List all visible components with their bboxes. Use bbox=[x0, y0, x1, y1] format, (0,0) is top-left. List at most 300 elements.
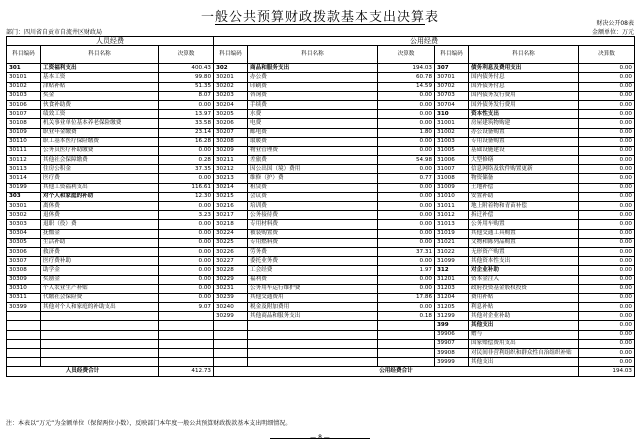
cell-code: 30399 bbox=[7, 303, 41, 312]
cell-code: 30207 bbox=[214, 128, 248, 137]
cell-code: 30101 bbox=[7, 73, 41, 82]
cell-amount: 0.00 bbox=[159, 146, 214, 155]
cell-amount: 0.00 bbox=[579, 303, 635, 312]
cell-code: 30304 bbox=[7, 229, 41, 238]
cell-code: 39999 bbox=[435, 358, 469, 367]
cell-amount: 0.00 bbox=[378, 229, 435, 238]
table-row bbox=[7, 266, 635, 275]
cell-name: 办公费 bbox=[248, 73, 378, 82]
cell-name: 国家赔偿费用支出 bbox=[469, 339, 579, 348]
cell-code: 30307 bbox=[7, 257, 41, 266]
cell-code: 30228 bbox=[214, 266, 248, 275]
cell-code: 399 bbox=[435, 321, 469, 330]
cell-name: 代缴社会保险费 bbox=[41, 293, 159, 302]
cell-amount: 0.00 bbox=[579, 257, 635, 266]
cell-name: 对企业补助 bbox=[469, 266, 579, 275]
cell-code bbox=[214, 330, 248, 339]
table-row bbox=[7, 275, 635, 284]
cell-code: 31012 bbox=[435, 211, 469, 220]
cell-code: 30303 bbox=[7, 220, 41, 229]
cell-name: 租赁费 bbox=[248, 183, 378, 192]
header-name: 科目名称 bbox=[41, 46, 159, 64]
cell-code: 30111 bbox=[7, 146, 41, 155]
cell-name bbox=[41, 339, 159, 348]
cell-code: 31021 bbox=[435, 238, 469, 247]
cell-name: 国外债务付息 bbox=[469, 82, 579, 91]
cell-name: 医疗费 bbox=[41, 174, 159, 183]
cell-amount: 0.00 bbox=[579, 82, 635, 91]
cell-amount: 0.00 bbox=[159, 247, 214, 256]
cell-amount: 0.00 bbox=[159, 293, 214, 302]
cell-name bbox=[41, 321, 159, 330]
cell-code: 30308 bbox=[7, 266, 41, 275]
table-row bbox=[7, 303, 635, 312]
cell-amount bbox=[378, 358, 435, 367]
cell-code: 31006 bbox=[435, 156, 469, 165]
cell-code: 30310 bbox=[7, 284, 41, 293]
cell-code: 30211 bbox=[214, 156, 248, 165]
cell-amount bbox=[159, 339, 214, 348]
cell-code: 31299 bbox=[435, 312, 469, 321]
cell-amount: 0.00 bbox=[159, 284, 214, 293]
cell-name bbox=[41, 312, 159, 321]
cell-code bbox=[214, 339, 248, 348]
cell-amount: 194.03 bbox=[378, 64, 435, 73]
cell-amount: 0.00 bbox=[159, 174, 214, 183]
cell-code: 31019 bbox=[435, 229, 469, 238]
cell-code: 30311 bbox=[7, 293, 41, 302]
table-row bbox=[7, 183, 635, 192]
table-row bbox=[7, 211, 635, 220]
cell-code: 30199 bbox=[7, 183, 41, 192]
cell-amount: 0.77 bbox=[378, 174, 435, 183]
cell-name: 其他工资福利支出 bbox=[41, 183, 159, 192]
cell-amount: 0.00 bbox=[159, 220, 214, 229]
cell-code: 30103 bbox=[7, 91, 41, 100]
cell-name: 费用补贴 bbox=[469, 293, 579, 302]
cell-name bbox=[41, 330, 159, 339]
cell-name: 维修（护）费 bbox=[248, 174, 378, 183]
cell-amount: 0.00 bbox=[579, 128, 635, 137]
cell-code: 31099 bbox=[435, 257, 469, 266]
cell-amount: 0.00 bbox=[579, 100, 635, 109]
cell-name: 福利费 bbox=[248, 275, 378, 284]
cell-name: 物资储备 bbox=[469, 174, 579, 183]
cell-name: 助学金 bbox=[41, 266, 159, 275]
cell-name: 其他交通费用 bbox=[248, 293, 378, 302]
cell-name: 被装购置费 bbox=[248, 229, 378, 238]
cell-name: 资本金注入 bbox=[469, 275, 579, 284]
cell-amount: 0.00 bbox=[579, 119, 635, 128]
cell-amount: 0.00 bbox=[378, 165, 435, 174]
cell-name: 邮电费 bbox=[248, 128, 378, 137]
cell-code: 39907 bbox=[435, 339, 469, 348]
cell-code: 30109 bbox=[7, 128, 41, 137]
cell-amount: 0.00 bbox=[579, 183, 635, 192]
cell-name: 专用设备购置 bbox=[469, 137, 579, 146]
cell-name: 公务用车购置 bbox=[469, 220, 579, 229]
cell-name bbox=[248, 349, 378, 358]
cell-amount: 0.00 bbox=[579, 293, 635, 302]
cell-name: 大型修缮 bbox=[469, 156, 579, 165]
cell-name: 国内债务付息 bbox=[469, 73, 579, 82]
cell-amount: 0.00 bbox=[579, 321, 635, 330]
cell-name: 国外债务发行费用 bbox=[469, 100, 579, 109]
table-title: 一般公共预算财政拨款基本支出决算表 bbox=[200, 10, 439, 25]
header-amount: 决算数 bbox=[579, 46, 635, 64]
cell-amount: 0.00 bbox=[579, 211, 635, 220]
cell-amount: 0.00 bbox=[378, 275, 435, 284]
cell-name: 基础设施建设 bbox=[469, 146, 579, 155]
cell-name: 房屋建筑物购建 bbox=[469, 119, 579, 128]
cell-code: 30704 bbox=[435, 100, 469, 109]
cell-name: 对个人和家庭的补助 bbox=[41, 192, 159, 201]
cell-name: 手续费 bbox=[248, 100, 378, 109]
table-row bbox=[7, 119, 635, 128]
cell-code: 31204 bbox=[435, 293, 469, 302]
cell-code: 31009 bbox=[435, 183, 469, 192]
unit-label: 金额单位：万元 bbox=[591, 29, 634, 36]
cell-name: 利息补贴 bbox=[469, 303, 579, 312]
cell-amount: 33.58 bbox=[159, 119, 214, 128]
table-row bbox=[7, 73, 635, 82]
cell-name: 其他商品和服务支出 bbox=[248, 312, 378, 321]
public-total-label: 公用经费合计 bbox=[214, 367, 579, 376]
cell-code: 31013 bbox=[435, 220, 469, 229]
table-row bbox=[7, 100, 635, 109]
cell-name: 退休费 bbox=[41, 211, 159, 220]
cell-name: 其他对个人和家庭的补助支出 bbox=[41, 303, 159, 312]
cell-amount: 0.00 bbox=[579, 229, 635, 238]
cell-amount: 0.00 bbox=[579, 349, 635, 358]
header-personnel: 人员经费 bbox=[7, 37, 214, 46]
cell-name: 住房公积金 bbox=[41, 165, 159, 174]
cell-code: 30108 bbox=[7, 119, 41, 128]
cell-amount: 0.00 bbox=[378, 100, 435, 109]
cell-code: 30701 bbox=[435, 73, 469, 82]
form-code: 财决公开08表 bbox=[596, 20, 634, 27]
cell-amount: 3.23 bbox=[159, 211, 214, 220]
cell-amount: 0.00 bbox=[378, 238, 435, 247]
cell-code: 30229 bbox=[214, 275, 248, 284]
cell-code: 31002 bbox=[435, 128, 469, 137]
cell-code bbox=[214, 321, 248, 330]
cell-code bbox=[214, 349, 248, 358]
cell-name: 无形资产购置 bbox=[469, 247, 579, 256]
cell-name: 奖金 bbox=[41, 91, 159, 100]
cell-amount bbox=[378, 339, 435, 348]
cell-name: 安置补助 bbox=[469, 192, 579, 201]
header-code: 科目编码 bbox=[214, 46, 248, 64]
cell-name: 伙食补助费 bbox=[41, 100, 159, 109]
cell-code: 30214 bbox=[214, 183, 248, 192]
cell-name: 取暖费 bbox=[248, 137, 378, 146]
cell-amount: 0.00 bbox=[579, 73, 635, 82]
cell-amount: 0.00 bbox=[579, 165, 635, 174]
cell-code: 30113 bbox=[7, 165, 41, 174]
cell-name: 土地补偿 bbox=[469, 183, 579, 192]
cell-name: 救济费 bbox=[41, 247, 159, 256]
cell-code: 30204 bbox=[214, 100, 248, 109]
cell-code bbox=[7, 312, 41, 321]
public-total-value: 194.03 bbox=[579, 367, 635, 376]
cell-code: 30112 bbox=[7, 156, 41, 165]
cell-name: 个人农业生产补贴 bbox=[41, 284, 159, 293]
cell-code: 30231 bbox=[214, 284, 248, 293]
cell-code: 303 bbox=[7, 192, 41, 201]
cell-amount: 0.00 bbox=[378, 146, 435, 155]
cell-amount: 0.00 bbox=[159, 202, 214, 211]
cell-name: 水费 bbox=[248, 110, 378, 119]
table-row bbox=[7, 229, 635, 238]
cell-amount: 37.35 bbox=[159, 165, 214, 174]
cell-code: 30702 bbox=[435, 82, 469, 91]
cell-amount: 0.00 bbox=[579, 247, 635, 256]
cell-name: 职业年金缴费 bbox=[41, 128, 159, 137]
cell-amount: 0.00 bbox=[378, 284, 435, 293]
cell-name: 机关事业单位基本养老保险缴费 bbox=[41, 119, 159, 128]
cell-amount bbox=[378, 349, 435, 358]
cell-amount: 0.00 bbox=[159, 275, 214, 284]
cell-name: 津贴补贴 bbox=[41, 82, 159, 91]
page-number: — 8 — bbox=[310, 434, 330, 441]
cell-name: 专用燃料费 bbox=[248, 238, 378, 247]
cell-code: 30224 bbox=[214, 229, 248, 238]
cell-code: 30217 bbox=[214, 211, 248, 220]
cell-name: 劳务费 bbox=[248, 247, 378, 256]
cell-code: 30206 bbox=[214, 119, 248, 128]
cell-name: 基本工资 bbox=[41, 73, 159, 82]
cell-amount: 0.00 bbox=[378, 137, 435, 146]
cell-code: 31005 bbox=[435, 146, 469, 155]
cell-name: 其他对企业补助 bbox=[469, 312, 579, 321]
cell-name: 职工基本医疗保险缴费 bbox=[41, 137, 159, 146]
cell-amount: 0.00 bbox=[378, 91, 435, 100]
cell-name: 电费 bbox=[248, 119, 378, 128]
cell-amount: 0.00 bbox=[159, 266, 214, 275]
cell-code: 30302 bbox=[7, 211, 41, 220]
cell-name bbox=[248, 358, 378, 367]
cell-amount: 0.00 bbox=[378, 202, 435, 211]
cell-code: 30216 bbox=[214, 202, 248, 211]
cell-amount: 51.35 bbox=[159, 82, 214, 91]
cell-amount: 60.78 bbox=[378, 73, 435, 82]
cell-name: 办公设备购置 bbox=[469, 128, 579, 137]
cell-code: 30239 bbox=[214, 293, 248, 302]
header-public: 公用经费 bbox=[214, 37, 635, 46]
cell-name: 公务员医疗补助缴费 bbox=[41, 146, 159, 155]
cell-code: 310 bbox=[435, 110, 469, 119]
cell-amount: 8.07 bbox=[159, 91, 214, 100]
cell-code bbox=[7, 321, 41, 330]
cell-amount bbox=[159, 358, 214, 367]
department-label: 部门：四川省自贡市自流井区财政局 bbox=[6, 29, 103, 36]
table-row bbox=[7, 321, 635, 330]
cell-code: 307 bbox=[435, 64, 469, 73]
table-row bbox=[7, 174, 635, 183]
cell-amount: 0.00 bbox=[579, 220, 635, 229]
cell-code: 39908 bbox=[435, 349, 469, 358]
cell-name: 生活补助 bbox=[41, 238, 159, 247]
cell-name: 拆迁补偿 bbox=[469, 211, 579, 220]
table-row bbox=[7, 247, 635, 256]
cell-name: 政府投资基金股权投资 bbox=[469, 284, 579, 293]
cell-code bbox=[7, 358, 41, 367]
cell-code: 31205 bbox=[435, 303, 469, 312]
cell-amount bbox=[378, 330, 435, 339]
cell-code bbox=[7, 349, 41, 358]
cell-code: 301 bbox=[7, 64, 41, 73]
header-name: 科目名称 bbox=[469, 46, 579, 64]
header-name: 科目名称 bbox=[248, 46, 378, 64]
personnel-total-label: 人员经费合计 bbox=[7, 367, 159, 376]
cell-code: 30227 bbox=[214, 257, 248, 266]
cell-code: 30240 bbox=[214, 303, 248, 312]
table-row bbox=[7, 128, 635, 137]
cell-code: 30213 bbox=[214, 174, 248, 183]
cell-code: 30306 bbox=[7, 247, 41, 256]
cell-code: 30202 bbox=[214, 82, 248, 91]
cell-amount: 99.80 bbox=[159, 73, 214, 82]
cell-code: 31011 bbox=[435, 202, 469, 211]
cell-name: 公务接待费 bbox=[248, 211, 378, 220]
cell-code: 31003 bbox=[435, 137, 469, 146]
cell-code: 31010 bbox=[435, 192, 469, 201]
cell-name: 资本性支出 bbox=[469, 110, 579, 119]
table-row bbox=[7, 165, 635, 174]
cell-amount: 1.97 bbox=[378, 266, 435, 275]
cell-code: 30209 bbox=[214, 146, 248, 155]
cell-name: 其他支出 bbox=[469, 358, 579, 367]
cell-amount: 0.00 bbox=[378, 119, 435, 128]
cell-amount: 17.86 bbox=[378, 293, 435, 302]
cell-amount: 0.00 bbox=[579, 330, 635, 339]
cell-code: 31201 bbox=[435, 275, 469, 284]
cell-code: 31001 bbox=[435, 119, 469, 128]
cell-name bbox=[248, 321, 378, 330]
cell-code: 30114 bbox=[7, 174, 41, 183]
cell-amount: 16.28 bbox=[159, 137, 214, 146]
cell-amount: 0.00 bbox=[579, 238, 635, 247]
cell-code: 31022 bbox=[435, 247, 469, 256]
table-row bbox=[7, 192, 635, 201]
cell-amount: 0.00 bbox=[378, 257, 435, 266]
cell-name: 文物和陈列品购置 bbox=[469, 238, 579, 247]
table-row bbox=[7, 339, 635, 348]
cell-amount: 1.80 bbox=[378, 128, 435, 137]
cell-amount: 0.18 bbox=[378, 312, 435, 321]
cell-name: 国内债务发行费用 bbox=[469, 91, 579, 100]
cell-code: 30102 bbox=[7, 82, 41, 91]
cell-code: 30201 bbox=[214, 73, 248, 82]
cell-amount: 0.00 bbox=[378, 192, 435, 201]
cell-code: 30225 bbox=[214, 238, 248, 247]
cell-amount: 0.28 bbox=[159, 156, 214, 165]
cell-amount: 0.00 bbox=[378, 211, 435, 220]
cell-amount: 0.00 bbox=[378, 183, 435, 192]
cell-amount: 0.00 bbox=[159, 100, 214, 109]
cell-name: 其他交通工具购置 bbox=[469, 229, 579, 238]
cell-code: 31203 bbox=[435, 284, 469, 293]
cell-amount bbox=[378, 321, 435, 330]
cell-amount: 12.30 bbox=[159, 192, 214, 201]
cell-amount bbox=[159, 330, 214, 339]
cell-amount: 0.00 bbox=[579, 358, 635, 367]
cell-amount: 0.00 bbox=[579, 202, 635, 211]
table-row bbox=[7, 358, 635, 367]
cell-amount bbox=[159, 321, 214, 330]
cell-code bbox=[7, 330, 41, 339]
cell-amount: 9.07 bbox=[159, 303, 214, 312]
cell-name: 抚恤金 bbox=[41, 229, 159, 238]
cell-code bbox=[214, 358, 248, 367]
cell-amount: 116.61 bbox=[159, 183, 214, 192]
header-code: 科目编码 bbox=[7, 46, 41, 64]
cell-name: 奖励金 bbox=[41, 275, 159, 284]
cell-name: 工资福利支出 bbox=[41, 64, 159, 73]
cell-name: 专用材料费 bbox=[248, 220, 378, 229]
cell-name bbox=[41, 349, 159, 358]
footnote: 注：本表以“万元”为金额单位（保留两位小数），反映部门本年度一般公共预算财政拨款基本支出明细情况。 bbox=[6, 420, 292, 427]
cell-amount: 0.00 bbox=[378, 220, 435, 229]
cell-name: 赠与 bbox=[469, 330, 579, 339]
cell-amount: 0.00 bbox=[159, 238, 214, 247]
cell-amount: 37.31 bbox=[378, 247, 435, 256]
table-row bbox=[7, 238, 635, 247]
table-row bbox=[7, 82, 635, 91]
cell-code: 312 bbox=[435, 266, 469, 275]
cell-name: 税金及附加费用 bbox=[248, 303, 378, 312]
cell-amount: 0.00 bbox=[579, 284, 635, 293]
cell-amount: 0.00 bbox=[579, 146, 635, 155]
cell-name: 其他资本性支出 bbox=[469, 257, 579, 266]
table-row bbox=[7, 349, 635, 358]
cell-amount: 0.00 bbox=[378, 303, 435, 312]
cell-amount bbox=[159, 349, 214, 358]
table-row bbox=[7, 293, 635, 302]
cell-name: 印刷费 bbox=[248, 82, 378, 91]
cell-name: 退职（役）费 bbox=[41, 220, 159, 229]
table-row bbox=[7, 156, 635, 165]
table-row bbox=[7, 137, 635, 146]
cell-amount: 0.00 bbox=[579, 174, 635, 183]
cell-amount: 0.00 bbox=[579, 192, 635, 201]
header-amount: 决算数 bbox=[159, 46, 214, 64]
cell-code: 30107 bbox=[7, 110, 41, 119]
cell-name: 咨询费 bbox=[248, 91, 378, 100]
cell-name: 地上附着物和青苗补偿 bbox=[469, 202, 579, 211]
table-row bbox=[7, 257, 635, 266]
cell-code: 30212 bbox=[214, 165, 248, 174]
cell-amount: 0.00 bbox=[378, 110, 435, 119]
table-row bbox=[7, 91, 635, 100]
cell-amount: 0.00 bbox=[159, 229, 214, 238]
cell-code: 30203 bbox=[214, 91, 248, 100]
cell-amount: 0.00 bbox=[579, 339, 635, 348]
cell-code: 30301 bbox=[7, 202, 41, 211]
cell-amount: 0.00 bbox=[579, 64, 635, 73]
cell-name: 因公出国（境）费用 bbox=[248, 165, 378, 174]
cell-name bbox=[248, 339, 378, 348]
cell-code: 31007 bbox=[435, 165, 469, 174]
cell-name bbox=[248, 330, 378, 339]
cell-name: 信息网络及软件购置更新 bbox=[469, 165, 579, 174]
cell-name: 对民间非营利组织和群众性自治组织补贴 bbox=[469, 349, 579, 358]
cell-name: 物业管理费 bbox=[248, 146, 378, 155]
cell-name: 工会经费 bbox=[248, 266, 378, 275]
cell-name: 商品和服务支出 bbox=[248, 64, 378, 73]
personnel-total-value: 412.73 bbox=[159, 367, 214, 376]
